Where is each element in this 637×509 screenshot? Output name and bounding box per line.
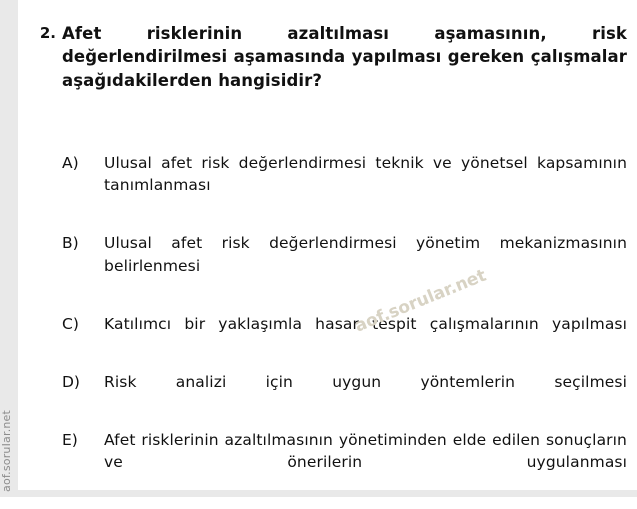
option-d-text: Risk analizi için uygun yöntemlerin seçilmesi <box>104 372 627 391</box>
watermark-diagonal-text: aof.sorular.net <box>352 265 490 337</box>
option-a-letter: A) <box>62 154 79 172</box>
option-b-letter: B) <box>62 234 79 253</box>
option-e-letter: E) <box>62 430 78 449</box>
option-d-letter: D) <box>62 372 80 391</box>
option-a-text: Ulusal afet risk değerlendirmesi teknik ve yönetsel kapsamının tanımlanması <box>104 154 627 195</box>
option-c-text: Katılımcı bir yaklaşımla hasar tespit çalışmalarının yapılması <box>104 314 627 333</box>
question-text: Afet risklerinin azaltılması aşamasının, risk değerlendirilmesi aşamasında yapılması gereken çalışmalar aşağıdakilerden hangisidir? <box>62 24 627 90</box>
option-c-letter: C) <box>62 314 79 333</box>
answer-options-list <box>62 152 627 509</box>
option-b-text: Ulusal afet risk değerlendirmesi yönetim mekanizmasının belirlenmesi <box>104 234 627 275</box>
question-number: 2. <box>39 24 56 42</box>
option-d[interactable] <box>62 371 627 416</box>
watermark-side-text: aof.soruIar.net <box>0 409 13 492</box>
option-b[interactable] <box>62 232 627 299</box>
option-e-text: Afet risklerinin azaltılmasının yönetiminden elde edilen sonuçların ve önerilerin uygulanması <box>104 430 627 472</box>
option-e[interactable] <box>62 429 627 496</box>
option-c[interactable] <box>62 313 627 358</box>
option-a[interactable] <box>62 152 627 219</box>
